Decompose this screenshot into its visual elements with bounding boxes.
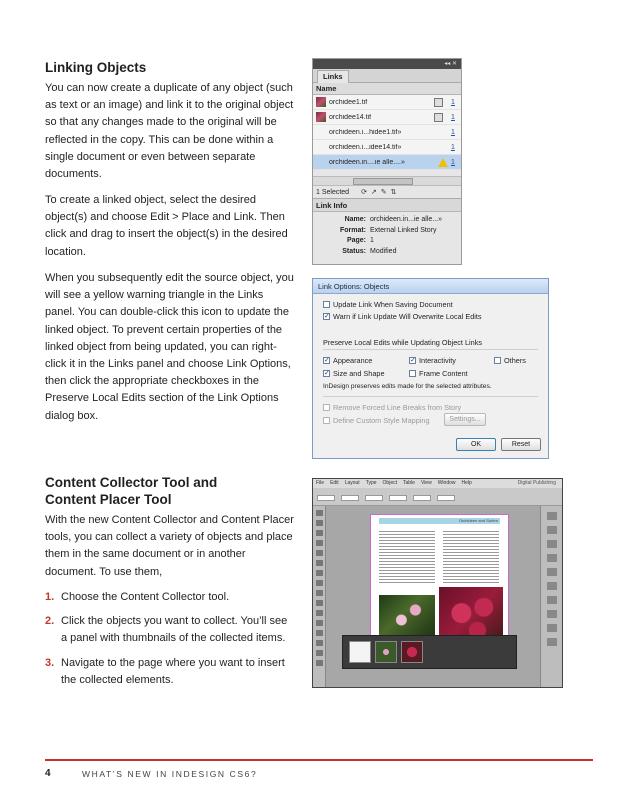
scroll-thumb [353,178,413,185]
paragraph-linking-howto: To create a linked object, select the desired object(s) and choose Edit > Place and Link. Then click and drag to insert the object(s) in the desired location. [45,194,288,258]
paragraph-linking-warning: When you subsequently edit the source object, you will see a yellow warning triangle in the Links panel. You can double-click this icon to update the linked object. To prevent certain properties of the linked object from being updated, you can right-click it in the Links panel and choose Link Options, then click the appropriate checkboxes in the Preserve Local Edits section of the Link Options dialog box. [45,272,294,422]
pasteboard [326,506,540,687]
link-page: 1 [451,113,455,121]
link-name: orchideen.in....ie alle....» [329,158,405,166]
thumbnail-icon [316,127,326,137]
doc-header-text: Orchideen and Sorten [458,518,498,523]
panel-tool-icons: ⟳ ↗ ✎ ⇅ [361,189,398,196]
warning-triangle-icon [438,158,448,167]
checkbox-update-on-save [323,300,453,309]
collected-thumbnail [401,641,423,663]
heading-line-1: Content Collector Tool and [45,475,218,490]
checkbox-icon [323,404,330,411]
checkbox-appearance [323,356,372,365]
checkmark-icon: ✓ [324,313,330,320]
workspace-label: Digital Publishing [517,480,556,486]
info-key: Page: [346,237,366,244]
info-key: Name: [344,216,366,223]
paragraph-collector-intro: With the new Content Collector and Content Placer tools, you can collect a variety of objects and place them in the same document or in another document. To use them, [45,514,294,578]
document-spread [370,514,509,646]
link-name: orchidee14.tif [329,113,372,121]
links-panel-screenshot [312,58,462,265]
menu-bar [313,479,562,488]
list-item [45,613,295,647]
thumbnail-icon [316,112,326,122]
menu-item: View [420,480,432,486]
link-info-title: Link Info [313,199,461,212]
dialog-body [313,294,548,448]
thumbnail-icon [316,157,326,167]
checkbox-icon [323,301,330,308]
checkbox-label: Warn if Link Update Will Overwrite Local Edits [333,312,482,321]
step-text: Choose the Content Collector tool. [61,591,230,603]
section-heading-content-collector [45,474,217,508]
link-name: orchidee1.tif [329,98,368,106]
footer-rule [45,759,593,761]
link-options-dialog-screenshot [312,278,549,459]
links-tab [313,69,461,83]
list-item [45,589,295,606]
info-value: orchideen.in...ie alle...» [370,216,442,223]
checkbox-label: Others [504,356,526,365]
link-page: 1 [451,143,455,151]
checkbox-label: Interactivity [419,356,456,365]
dialog-title: Link Options: Objects [313,279,548,294]
link-row [313,140,461,155]
divider [323,349,538,350]
paragraph-linking-intro: You can now create a duplicate of any object (such as text or an image) and link it to the original object so that any changes made to the original will be reflected in the copy. This can be done within a single document or even between separate documents. [45,82,294,181]
page-number: 4 [45,768,51,779]
checkmark-icon: ✓ [410,357,416,364]
checkbox-label: Size and Shape [333,369,385,378]
checkbox-label: Frame Content [419,369,468,378]
column-header-name: Name [313,83,461,95]
horizontal-scrollbar [313,176,461,186]
checkbox-icon [409,370,416,377]
link-status-icon [434,113,443,122]
panel-status-bar [313,186,461,199]
running-title: WHAT’S NEW IN INDESIGN CS6? [82,769,258,779]
checkmark-icon: ✓ [324,370,330,377]
ok-button: OK [456,438,496,451]
checkbox-label: Appearance [333,356,373,365]
menu-item: Table [403,480,415,486]
menu-item: Window [437,480,456,486]
info-value: External Linked Story [370,226,437,234]
step-number: 1. [45,591,55,603]
link-row [313,110,461,125]
link-status-icon [434,128,443,137]
reset-button: Reset [501,438,541,451]
checkbox-label: Define Custom Style Mapping [333,416,430,425]
control-panel [313,488,562,506]
link-row [313,125,461,140]
link-page: 1 [451,158,455,166]
collected-thumbnail [349,641,371,663]
collected-thumbnail [375,641,397,663]
menu-item: Help [461,480,472,486]
step-text: Click the objects you want to collect. You’ll see a panel with thumbnails of the collected items. [61,615,288,645]
divider [323,396,538,397]
checkbox-icon [494,357,501,364]
checkbox-warn-overwrite [323,312,482,321]
menu-item: Layout [344,480,360,486]
step-number: 2. [45,615,55,628]
info-key: Status: [342,247,366,255]
list-item [45,655,295,689]
checkbox-frame-content [409,369,468,378]
content-conveyor-panel [342,635,517,669]
step-number: 3. [45,656,55,669]
checkbox-icon [323,417,330,424]
info-key: Format: [339,226,366,234]
step-text: Navigate to the page where you want to insert the collected elements. [61,656,285,686]
checkbox-custom-style [323,416,430,425]
settings-button: Settings... [444,413,486,426]
menu-item: File [316,480,325,486]
thumbnail-icon [316,142,326,152]
link-info [313,212,461,257]
thumbnail-icon [316,97,326,107]
link-page: 1 [451,98,455,106]
checkmark-icon: ✓ [324,357,330,364]
indesign-workspace-screenshot [312,478,563,688]
links-tab-label: Links [317,70,349,83]
checkbox-label: Remove Forced Line Breaks from Story [333,403,462,412]
link-page: 1 [451,128,455,136]
link-row [313,95,461,110]
menu-item: Object [382,480,397,486]
info-value: Modified [370,247,397,255]
checkbox-remove-breaks [323,403,461,412]
link-row-selected [313,155,461,170]
side-panels [540,506,562,687]
link-status-icon [434,98,443,107]
steps-list [45,589,295,696]
menu-item: Edit [330,480,339,486]
panel-top-controls: ◂◂ ✕ [313,59,461,69]
text-column [443,529,499,585]
checkbox-label: Update Link When Saving Document [333,300,453,309]
text-column [379,529,435,585]
tools-panel [313,506,326,687]
preserve-edits-label: Preserve Local Edits while Updating Object Links [323,338,482,347]
checkbox-size-shape [323,369,385,378]
info-value: 1 [370,237,374,244]
checkbox-others [494,356,526,365]
selected-count: 1 Selected [316,188,350,196]
dialog-note: InDesign preserves edits made for the selected attributes. [323,383,492,390]
menu-item: Type [365,480,377,486]
link-name: orchideen.i...idee14.tif» [329,143,402,151]
link-name: orchideen.i...hidee1.tif» [329,128,402,136]
checkbox-interactivity [409,356,456,365]
link-status-icon [434,143,443,152]
section-heading-linking-objects: Linking Objects [45,60,147,75]
heading-line-2: Content Placer Tool [45,492,172,507]
